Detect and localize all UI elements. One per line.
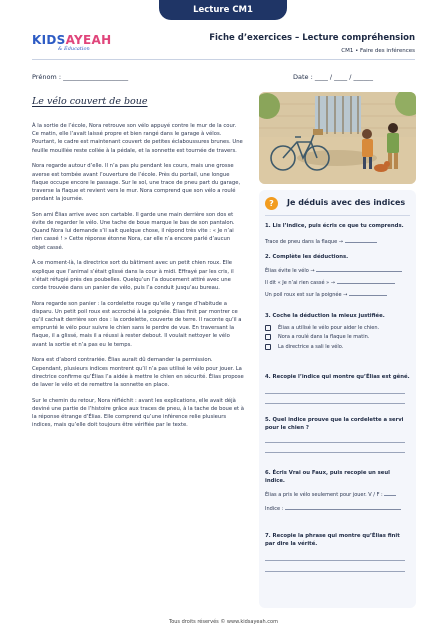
- exercise-panel: [259, 190, 416, 608]
- question-2: [265, 254, 411, 298]
- question-4-title: 4. Recopie l’indice qui montre qu’Élias est gêné.: [265, 374, 410, 380]
- answer-field[interactable]: [384, 491, 396, 496]
- question-6: [265, 470, 411, 512]
- answer-line[interactable]: [265, 452, 405, 453]
- question-1: [265, 223, 411, 245]
- panel-title: Je déduis avec des indices: [287, 198, 406, 207]
- logo-tagline: & Éducation: [58, 46, 90, 52]
- answer-field[interactable]: [337, 279, 395, 284]
- brand-logo: [32, 33, 122, 59]
- story-paragraph: Nora regarde autour d’elle. Il n’a pas plu pendant les cours, mais une grosse averse est tombée avant l’ouverture de l’école. Près du portail, une longue flaque occupe encore le passage. Sur le sol, une trace de pneu part du garage, traverse la flaque et revient vers le mur. Nora comprend que son vélo a roulé pendant la journée.: [32, 163, 241, 203]
- question-3-title: 3. Coche la déduction la mieux justifiée.: [265, 313, 385, 319]
- answer-field[interactable]: [349, 291, 387, 296]
- footer-copyright: Tous droits réservés © www.kidsayeah.com: [169, 619, 278, 625]
- logo-text-part1: KIDS: [32, 33, 66, 47]
- story-paragraph: Son ami Élias arrive avec son cartable. Il garde une main derrière son dos et évite de regarder le vélo. Une tache de boue marque le bas de son pantalon. Quand Nora lui demande s’il sait quelque chose, il répond très vite : « Je n’ai rien cassé ! » Cette réponse étonne Nora, car elle n’a encore parlé d’aucun objet cassé.: [32, 211, 235, 251]
- question-1-prompt: Trace de pneu dans la flaque →: [265, 238, 343, 245]
- story-illustration: [259, 92, 416, 184]
- option-label: La directrice a sali le vélo.: [278, 343, 344, 350]
- header-divider: [32, 59, 415, 60]
- story-paragraph: Sur le chemin du retour, Nora réfléchit : avant les explications, elle avait déjà deviné une partie de l’histoire grâce aux traces de pneu, à la tache de boue et à la réponse étrange d’Élias. Elle comprend qu’une inférence relie plusieurs indices, mais qu’elle doit toujours être vérifiée par le texte.: [32, 397, 244, 429]
- question-6-prompt: Élias a pris le vélo seulement pour jouer. V / F :: [265, 492, 383, 498]
- question-4: [265, 374, 411, 404]
- story-paragraph: À la sortie de l’école, Nora retrouve son vélo appuyé contre le mur de la cour. Ce matin, elle l’avait laissé propre et bien rangé dans le garage à vélos. Pourtant, le cadre est maintenant couvert de petites éclaboussures brunes. Une feuille mouillée reste collée à la pédale, et la sonnette est tournée de travers.: [32, 123, 243, 154]
- story-text: [32, 122, 244, 437]
- answer-field[interactable]: [345, 238, 377, 243]
- question-6-title: 6. Écris Vrai ou Faux, puis recopie un seul indice.: [265, 470, 390, 484]
- answer-field[interactable]: [285, 505, 401, 510]
- question-2-title: 2. Complète les déductions.: [265, 254, 349, 260]
- question-2-prompt: Il dit « Je n’ai rien cassé » →: [265, 279, 335, 286]
- panel-header: [265, 197, 410, 212]
- story-title: Le vélo couvert de boue: [32, 96, 148, 107]
- panel-divider: [265, 215, 410, 216]
- question-7-title: 7. Recopie la phrase qui montre qu’Élias finit par dire la vérité.: [265, 533, 400, 547]
- answer-line[interactable]: [265, 403, 405, 404]
- answer-line[interactable]: [265, 571, 405, 572]
- level-tab: Lecture CM1: [159, 0, 287, 20]
- question-5-title: 5. Quel indice prouve que la cordelette a servi pour le chien ?: [265, 417, 404, 431]
- date-field[interactable]: Date : ____ / ____ / ______: [293, 73, 374, 81]
- story-paragraph: Nora est d’abord contrariée. Élias aurait dû demander la permission. Cependant, plusieurs indices montrent qu’il n’a pas utilisé le vélo pour jouer. La directrice confirme qu’Élias l’a aidée à mettre le chien en sécurité. Élias propose de laver le vélo et de remettre la sonnette en place.: [32, 357, 244, 388]
- question-2-prompt: Élias évite le vélo →: [265, 267, 315, 274]
- question-6-index-label: Indice :: [265, 506, 284, 512]
- story-paragraph: À ce moment-là, la directrice sort du bâtiment avec un petit chien roux. Elle explique que l’animal s’était glissé dans la cour à midi. Effrayé par les cris, il s’était réfugié près des poubelles. Quelqu’un l’a doucement attiré avec une corde trouvée dans un panier de vélo, puis l’a conduit jusqu’au bureau.: [32, 260, 234, 291]
- question-mark-icon: ?: [265, 197, 278, 210]
- worksheet-title: Fiche d’exercices – Lecture compréhension: [209, 33, 415, 43]
- checkbox[interactable]: [265, 344, 271, 350]
- story-paragraph: Nora regarde son panier : la cordelette rouge qu’elle y range d’habitude a disparu. Un petit poil roux est accroché à la poignée. Élias finit par montrer ce qu’il cachait derrière son dos : la cordelette, couverte de terre. Il raconte qu’il a emprunté le vélo pour suivre le chien sans le perdre de vue. En traversant la flaque, il a glissé, mais il a réussi à rester debout. Il voulait nettoyer le vélo avant la sortie et n’a pas eu le temps.: [32, 300, 242, 348]
- option-label: Élias a utilisé le vélo pour aider le chien.: [278, 324, 380, 331]
- worksheet-subtitle: CM1 • Faire des inférences: [341, 48, 415, 54]
- question-7: [265, 533, 411, 572]
- checkbox[interactable]: [265, 325, 271, 331]
- answer-line[interactable]: [265, 442, 405, 443]
- checkbox[interactable]: [265, 334, 271, 340]
- question-2-prompt: Un poil roux est sur la poignée →: [265, 291, 348, 298]
- question-5: [265, 417, 411, 453]
- question-3: [265, 313, 411, 350]
- option-label: Nora a roulé dans la flaque le matin.: [278, 334, 370, 340]
- answer-field[interactable]: [316, 267, 402, 272]
- question-1-title: 1. Lis l’indice, puis écris ce que tu comprends.: [265, 223, 404, 229]
- answer-line[interactable]: [265, 393, 405, 394]
- name-field[interactable]: Prénom : ____________________: [32, 73, 129, 81]
- logo-text-part2: AYEAH: [65, 33, 112, 47]
- answer-line[interactable]: [265, 560, 405, 561]
